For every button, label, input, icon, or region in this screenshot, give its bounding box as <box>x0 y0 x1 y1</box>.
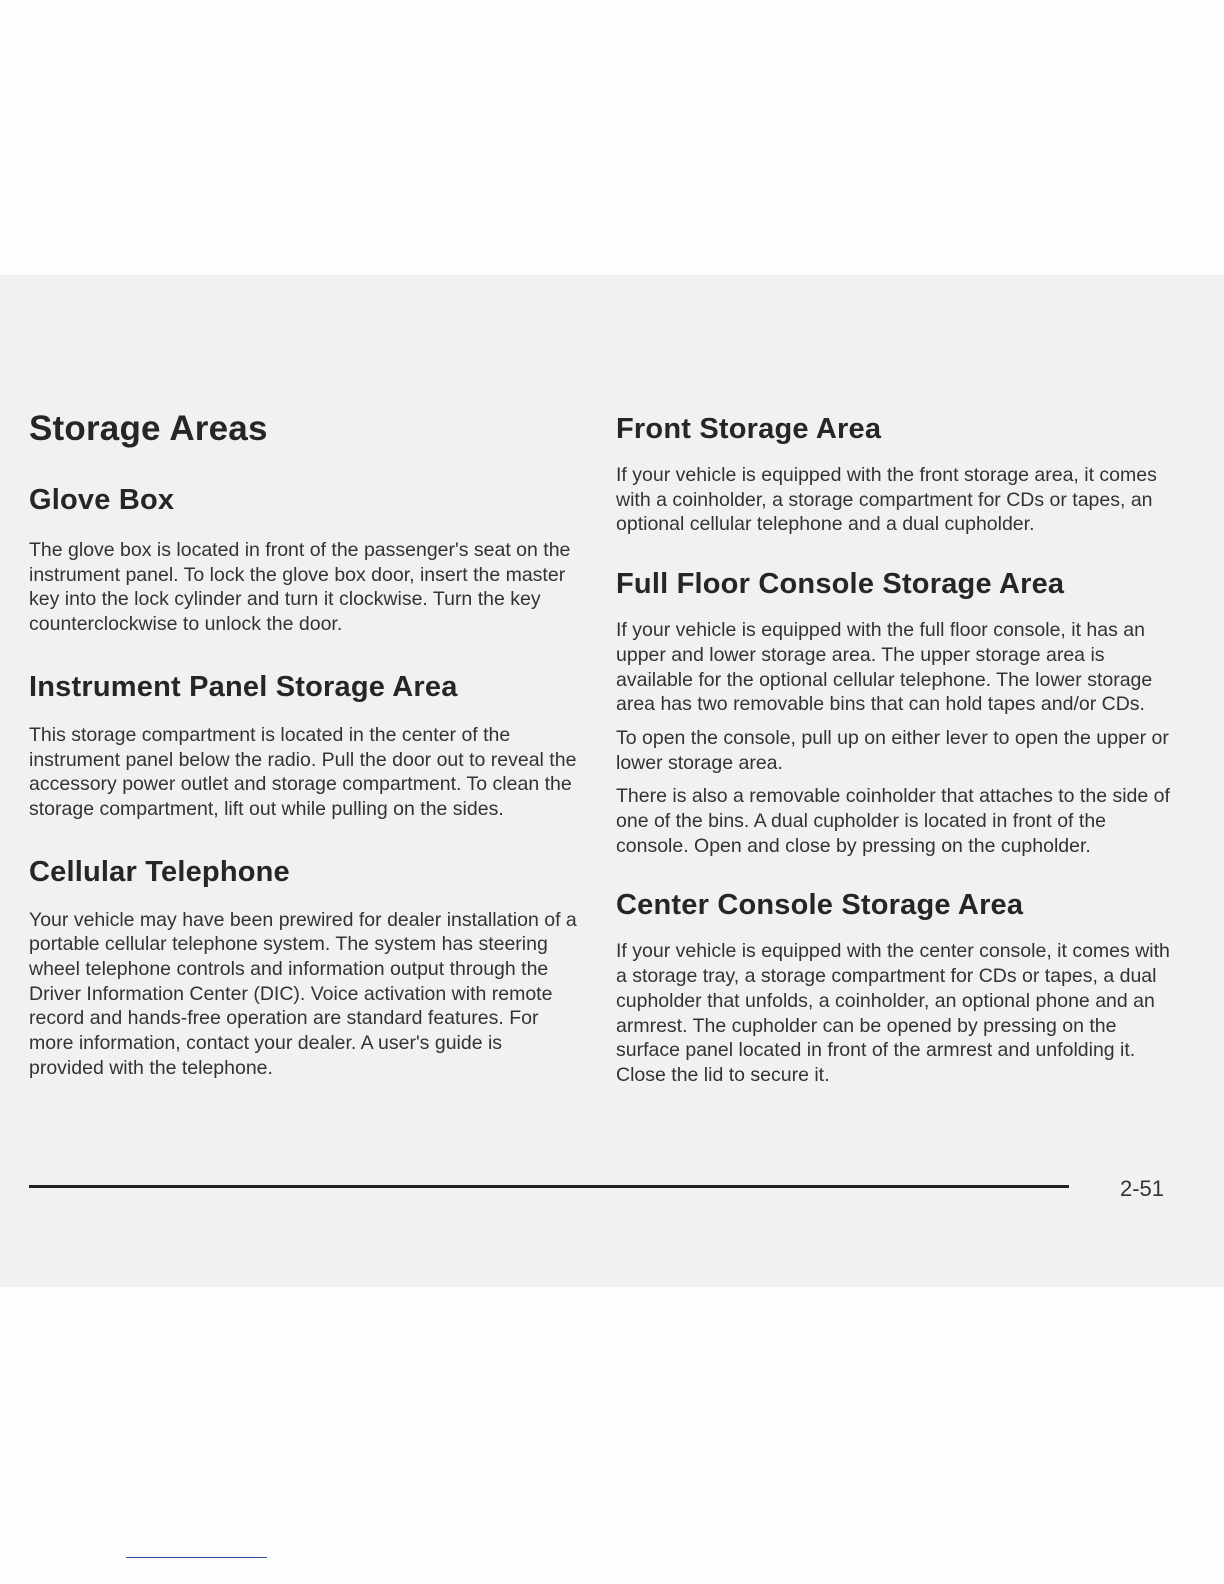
instrument-panel-text: This storage compartment is located in the center of the instrument panel below the radio. Pull the door out to reveal the accessory power outlet and storage compartment. To clean the storage compartment, lift out while pulling on the sides. <box>29 723 577 820</box>
bottom-line-divider <box>126 1557 267 1558</box>
front-storage-text: If your vehicle is equipped with the front storage area, it comes with a coinholder, a storage compartment for CDs or tapes, an optional cellular telephone and a dual cupholder. <box>616 464 1157 536</box>
full-floor-console-heading: Full Floor Console Storage Area <box>616 568 1065 601</box>
cellular-telephone-text: Your vehicle may have been prewired for dealer installation of a portable cellular telephone system. The system has steering wheel telephone controls and information output through the Driver Information Center (DIC). Voice activation with remote record and hands-free operation are standard features. For more information, contact your dealer. A user's guide is provided with the telephone. <box>29 908 577 1079</box>
footer-rule <box>29 1185 1069 1188</box>
glove-box-heading: Glove Box <box>29 484 175 516</box>
page-number: 2-51 <box>1120 1176 1165 1201</box>
instrument-panel-heading: Instrument Panel Storage Area <box>29 670 458 703</box>
right-column <box>616 405 1176 1097</box>
full-floor-console-text-2: To open the console, pull up on either lever to open the upper or lower storage area. <box>616 726 1169 774</box>
full-floor-console-text-3: There is also a removable coinholder that attaches to the side of one of the bins. A dual cupholder is located in front of the console. Open and close by pressing on the cupholder. <box>616 785 1170 857</box>
front-storage-heading: Front Storage Area <box>616 413 882 445</box>
center-console-heading: Center Console Storage Area <box>616 889 1024 922</box>
left-column <box>29 405 581 1111</box>
cellular-telephone-heading: Cellular Telephone <box>29 855 290 888</box>
glove-box-text: The glove box is located in front of the passenger's seat on the instrument panel. To lock the glove box door, insert the master key into the lock cylinder and turn it clockwise. Turn the key counterclockwise to unlock the door. <box>29 539 571 636</box>
full-floor-console-text-1: If your vehicle is equipped with the full floor console, it has an upper and lower storage area. The upper storage area is available for the optional cellular telephone. The lower storage area has two removable bins that can hold tapes and/or CDs. <box>616 619 1153 716</box>
center-console-text: If your vehicle is equipped with the center console, it comes with a storage tray, a storage compartment for CDs or tapes, a dual cupholder that unfolds, a coinholder, an optional phone and an armrest. The cupholder can be opened by pressing on the surface panel located in front of the armrest and unfolding it. Close the lid to secure it. <box>616 940 1170 1086</box>
page-title: Storage Areas <box>29 409 268 448</box>
